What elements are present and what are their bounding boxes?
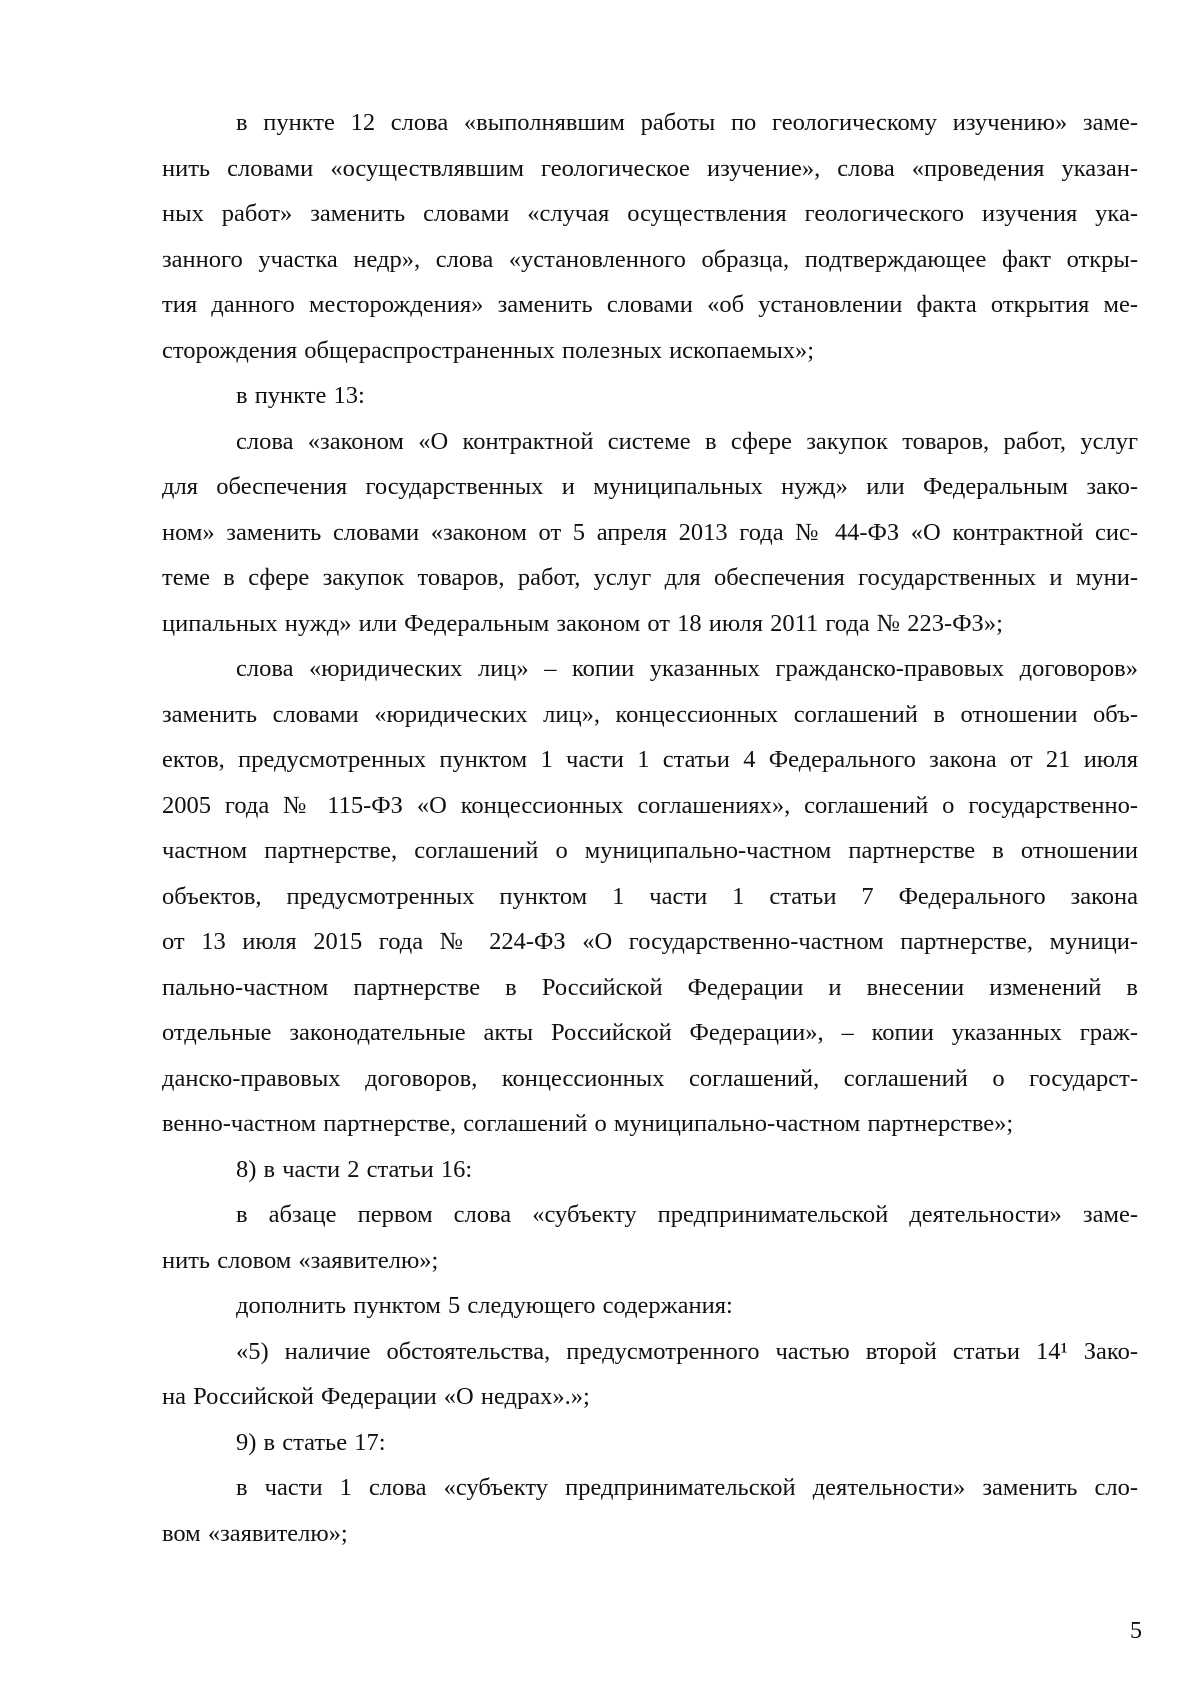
text-line: 8) в части 2 статьи 16: — [236, 1155, 473, 1183]
text-line: от 13 июля 2015 года № 224-ФЗ «О государственно-частном партнерстве, муници- — [162, 928, 1138, 955]
text-line: слова «юридических лиц» – копии указанных гражданско-правовых договоров» — [236, 655, 1138, 682]
text-line: дополнить пунктом 5 следующего содержания: — [236, 1292, 733, 1319]
text-line: 2005 года № 115-ФЗ «О концессионных соглашениях», соглашений о государственно- — [162, 791, 1138, 819]
text-line: объектов, предусмотренных пунктом 1 части 1 статьи 7 Федерального закона — [162, 882, 1138, 910]
text-line: 9) в статье 17: — [236, 1428, 386, 1456]
text-line: в пункте 12 слова «выполнявшим работы по геологическому изучению» заме- — [236, 109, 1138, 136]
text-line: пально-частном партнерстве в Российской Федерации и внесении изменений в — [162, 973, 1138, 1001]
text-line: нить словами «осуществлявшим геологическое изучение», слова «проведения указан- — [162, 154, 1138, 182]
text-line: слова «законом «О контрактной системе в сфере закупок товаров, работ, услуг — [236, 427, 1138, 455]
text-line: занного участка недр», слова «установленного образца, подтверждающее факт откры- — [162, 245, 1138, 273]
document-body — [162, 100, 1138, 1556]
text-line: заменить словами «юридических лиц», концессионных соглашений в отношении объ- — [162, 700, 1138, 728]
text-line: в пункте 13: — [236, 382, 365, 409]
text-line: ном» заменить словами «законом от 5 апреля 2013 года № 44-ФЗ «О контрактной сис- — [162, 518, 1138, 546]
page-number: 5 — [1130, 1618, 1142, 1644]
text-line: ных работ» заменить словами «случая осуществления геологического изучения ука- — [162, 200, 1138, 227]
text-line: сторождения общераспространенных полезных ископаемых»; — [162, 336, 815, 364]
text-line: ципальных нужд» или Федеральным законом от 18 июля 2011 года № 223-ФЗ»; — [162, 609, 1003, 637]
text-line: «5) наличие обстоятельства, предусмотренного частью второй статьи 14¹ Зако- — [236, 1337, 1138, 1365]
text-line: вом «заявителю»; — [162, 1519, 348, 1547]
text-line: тия данного месторождения» заменить словами «об установлении факта открытия ме- — [162, 291, 1138, 318]
text-line: частном партнерстве, соглашений о муниципально-частном партнерстве в отношении — [162, 837, 1138, 864]
text-line: данско-правовых договоров, концессионных соглашений, соглашений о государст- — [162, 1064, 1138, 1092]
text-line: в абзаце первом слова «субъекту предпринимательской деятельности» заме- — [236, 1201, 1138, 1228]
text-line: венно-частном партнерстве, соглашений о муниципально-частном партнерстве»; — [162, 1110, 1014, 1137]
text-line: ектов, предусмотренных пунктом 1 части 1 статьи 4 Федерального закона от 21 июля — [162, 746, 1138, 773]
text-line: теме в сфере закупок товаров, работ, услуг для обеспечения государственных и муни- — [162, 564, 1138, 591]
text-line: отдельные законодательные акты Российской Федерации», – копии указанных граж- — [162, 1019, 1138, 1046]
text-line: на Российской Федерации «О недрах».»; — [162, 1383, 590, 1410]
text-line: в части 1 слова «субъекту предпринимательской деятельности» заменить сло- — [236, 1474, 1138, 1501]
text-line: для обеспечения государственных и муниципальных нужд» или Федеральным зако- — [162, 473, 1138, 500]
text-line: нить словом «заявителю»; — [162, 1246, 439, 1274]
